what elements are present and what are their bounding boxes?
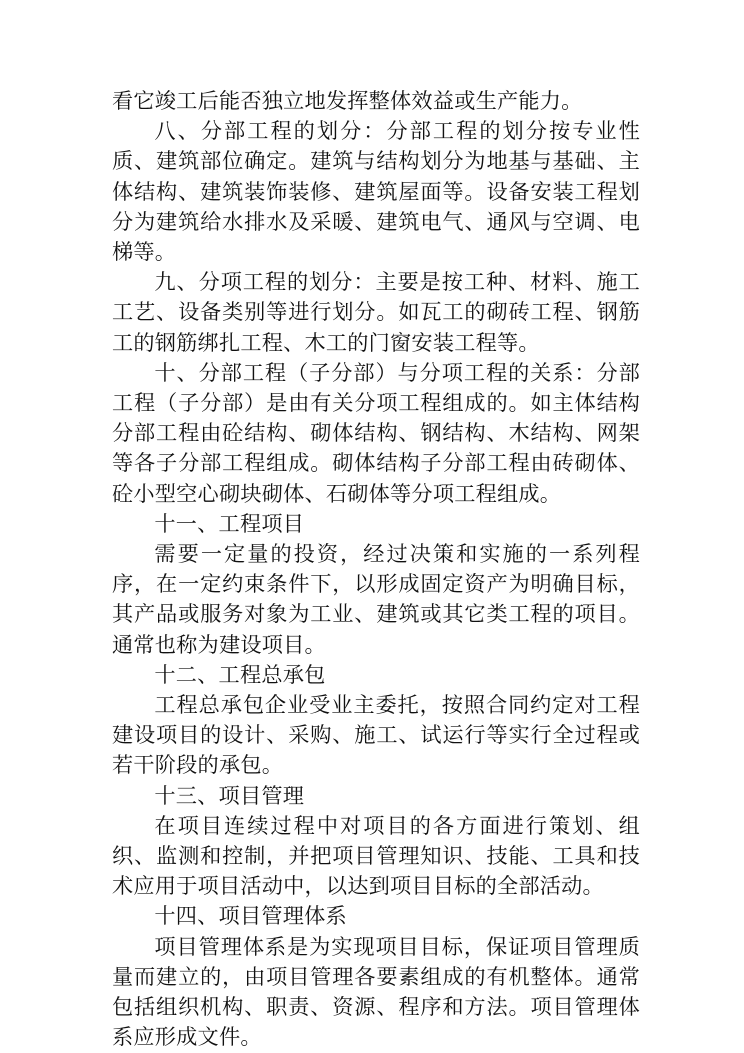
- paragraph-subsection-division: 八、分部工程的划分：分部工程的划分按专业性质、建筑部位确定。建筑与结构划分为地基与基础、主体结构、建筑装饰装修、建筑屋面等。设备安装工程划分为建筑给水排水及采暖、建筑电气、通风与空调、电梯等。: [112, 118, 640, 265]
- heading-engineering-project: 十一、工程项目: [154, 510, 305, 536]
- paragraph-general-contracting: 工程总承包企业受业主委托，按照合同约定对工程建设项目的设计、采购、施工、试运行等实行全过程或若干阶段的承包。: [112, 692, 640, 778]
- heading-management-system: 十四、项目管理体系: [154, 903, 347, 929]
- document-body: [112, 86, 640, 1053]
- paragraph-relationship: 十、分部工程（子分部）与分项工程的关系：分部工程（子分部）是由有关分项工程组成的。如主体结构分部工程由砼结构、砌体结构、钢结构、木结构、网架等各子分部工程组成。砌体结构子分部工程由砖砌体、砼小型空心砌块砌体、石砌体等分项工程组成。: [112, 359, 640, 506]
- heading-general-contracting: 十二、工程总承包: [154, 661, 326, 687]
- paragraph-continuation: 看它竣工后能否独立地发挥整体效益或生产能力。: [112, 88, 583, 113]
- heading-project-management: 十三、项目管理: [154, 782, 305, 808]
- paragraph-engineering-project: 需要一定量的投资，经过决策和实施的一系列程序，在一定约束条件下，以形成固定资产为明确目标，其产品或服务对象为工业、建筑或其它类工程的项目。通常也称为建设项目。: [112, 541, 640, 657]
- paragraph-management-system: 项目管理体系是为实现项目目标，保证项目管理质量而建立的，由项目管理各要素组成的有机整体。通常包括组织机构、职责、资源、程序和方法。项目管理体系应形成文件。: [112, 933, 640, 1050]
- paragraph-item-division: 九、分项工程的划分：主要是按工种、材料、施工工艺、设备类别等进行划分。如瓦工的砌砖工程、钢筋工的钢筋绑扎工程、木工的门窗安装工程等。: [112, 269, 640, 355]
- paragraph-project-management: 在项目连续过程中对项目的各方面进行策划、组织、监测和控制，并把项目管理知识、技能、工具和技术应用于项目活动中，以达到项目目标的全部活动。: [112, 812, 640, 899]
